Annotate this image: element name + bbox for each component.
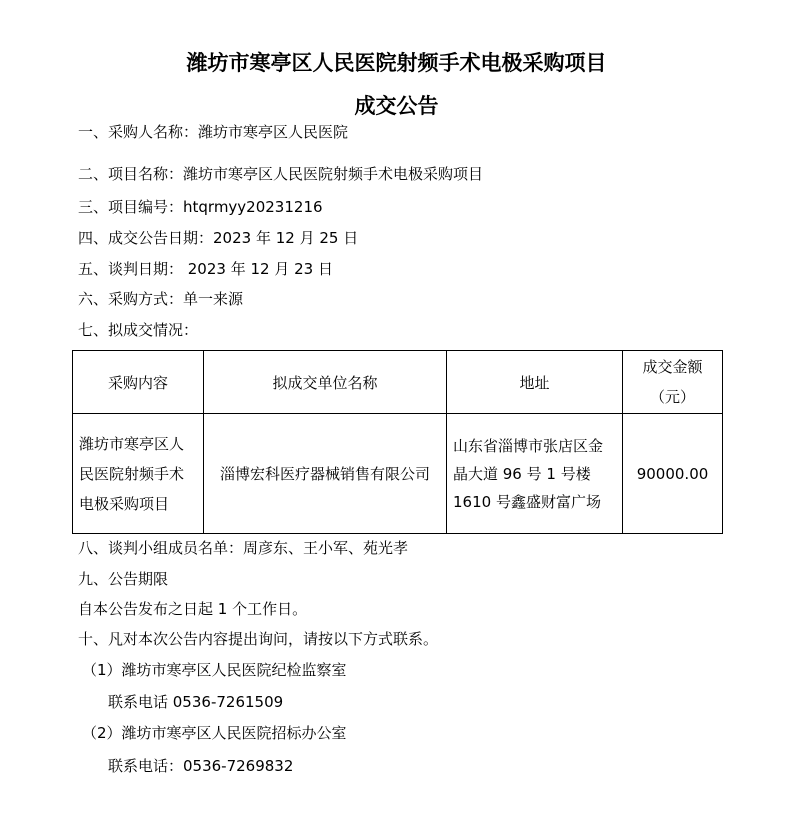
cell-content-l3: 电极采购项目: [79, 494, 170, 513]
contact1-phone: 联系电话 0536-7261509: [108, 693, 284, 711]
project-name-line: 二、项目名称：潍坊市寒亭区人民医院射频手术电极采购项目: [78, 165, 484, 183]
header-content: 采购内容: [73, 351, 204, 414]
method-line: 六、采购方式：单一来源: [78, 290, 244, 308]
award-heading: 七、拟成交情况：: [78, 321, 199, 339]
cell-address: [447, 414, 623, 534]
contact-heading: 十、凡对本次公告内容提出询问，请按以下方式联系。: [78, 630, 439, 648]
cell-address-l2: 晶大道 96 号 1 号楼: [453, 464, 591, 483]
cell-content-l2: 民医院射频手术: [79, 464, 185, 483]
buyer-line: 一、采购人名称：潍坊市寒亭区人民医院: [78, 123, 349, 141]
cell-content: [73, 414, 204, 534]
award-table: [72, 350, 723, 534]
period-heading: 九、公告期限: [78, 570, 169, 588]
header-amount: [623, 351, 723, 414]
table-row: [73, 414, 723, 534]
header-amount-l2: （元）: [649, 388, 695, 406]
cell-content-l1: 潍坊市寒亭区人: [79, 434, 185, 453]
contact2-phone: 联系电话：0536-7269832: [108, 757, 294, 775]
period-text: 自本公告发布之日起 1 个工作日。: [78, 600, 308, 618]
negotiation-date-line: 五、谈判日期： 2023 年 12 月 23 日: [78, 260, 333, 278]
announce-date-line: 四、成交公告日期：2023 年 12 月 25 日: [78, 229, 359, 247]
cell-address-l1: 山东省淄博市张店区金: [453, 436, 604, 455]
table-header-row: [73, 351, 723, 414]
contact1-name: （1）潍坊市寒亭区人民医院纪检监察室: [82, 661, 347, 679]
cell-amount: 90000.00: [623, 414, 723, 534]
header-supplier: 拟成交单位名称: [204, 351, 447, 414]
cell-address-l3: 1610 号鑫盛财富广场: [453, 492, 601, 511]
contact2-name: （2）潍坊市寒亭区人民医院招标办公室: [82, 724, 347, 742]
header-amount-l1: 成交金额: [642, 358, 703, 376]
header-address: 地址: [447, 351, 623, 414]
project-no-line: 三、项目编号：htqrmyy20231216: [78, 198, 323, 216]
document-subtitle: 成交公告: [354, 93, 439, 118]
document-title: 潍坊市寒亭区人民医院射频手术电极采购项目: [186, 50, 607, 75]
cell-supplier: 淄博宏科医疗器械销售有限公司: [204, 414, 447, 534]
panel-line: 八、谈判小组成员名单：周彦东、王小军、苑光孝: [78, 539, 409, 557]
